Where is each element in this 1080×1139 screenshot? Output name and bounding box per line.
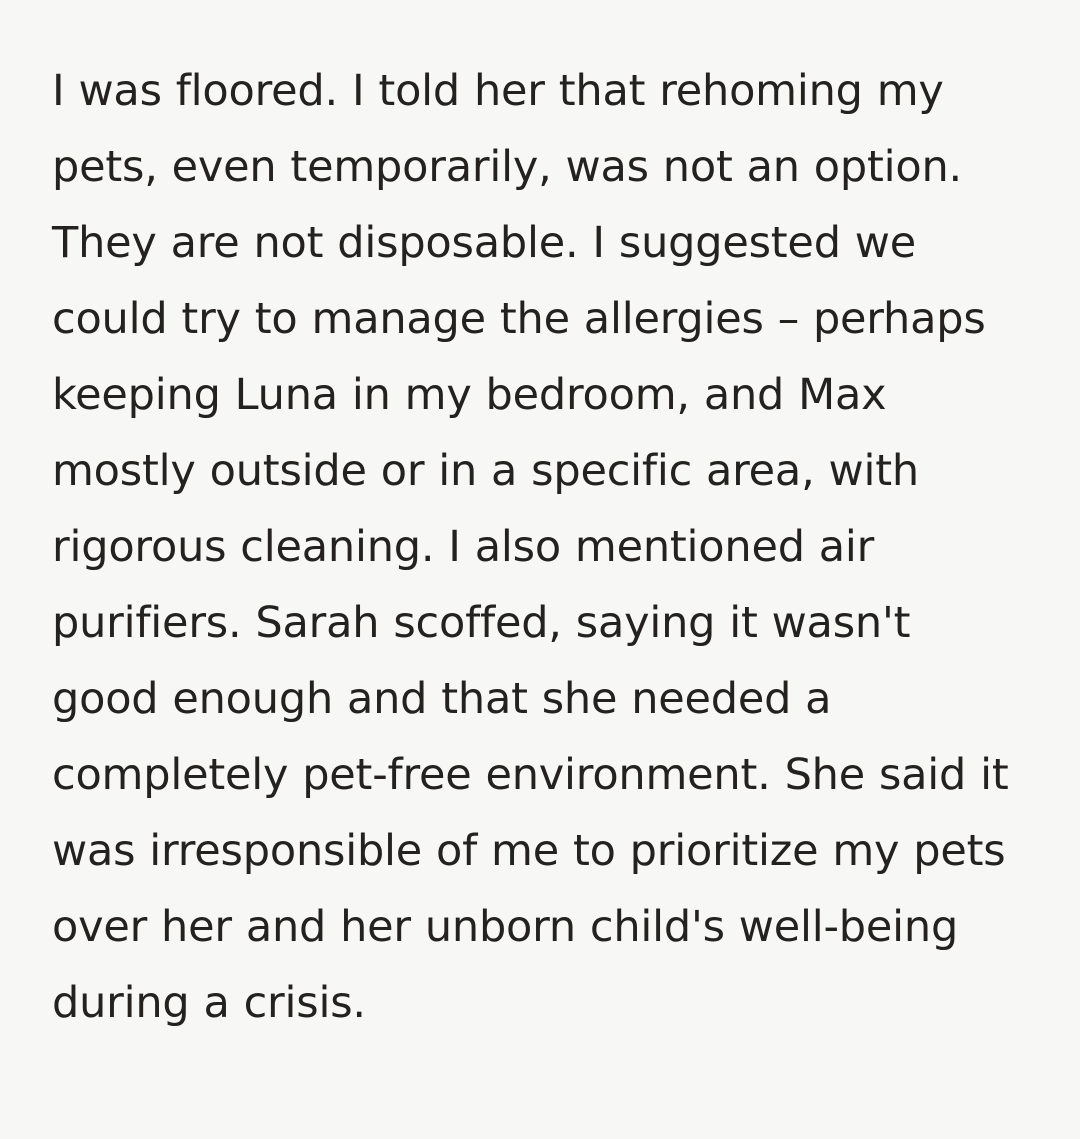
story-paragraph: I was floored. I told her that rehoming my pets, even temporarily, was not an option. They are not disposable. I suggested we could try to manage the allergies – perhaps keeping Luna in my bedroom, and Max mostly outside or in a specific area, with rigorous cleaning. I also mentioned air purifiers. Sarah scoffed, saying it wasn't good enough and that she needed a completely pet-free environment. She said it was irresponsible of me to prioritize my pets over her and her unborn child's well-being during a crisis. [52,66,1023,1028]
